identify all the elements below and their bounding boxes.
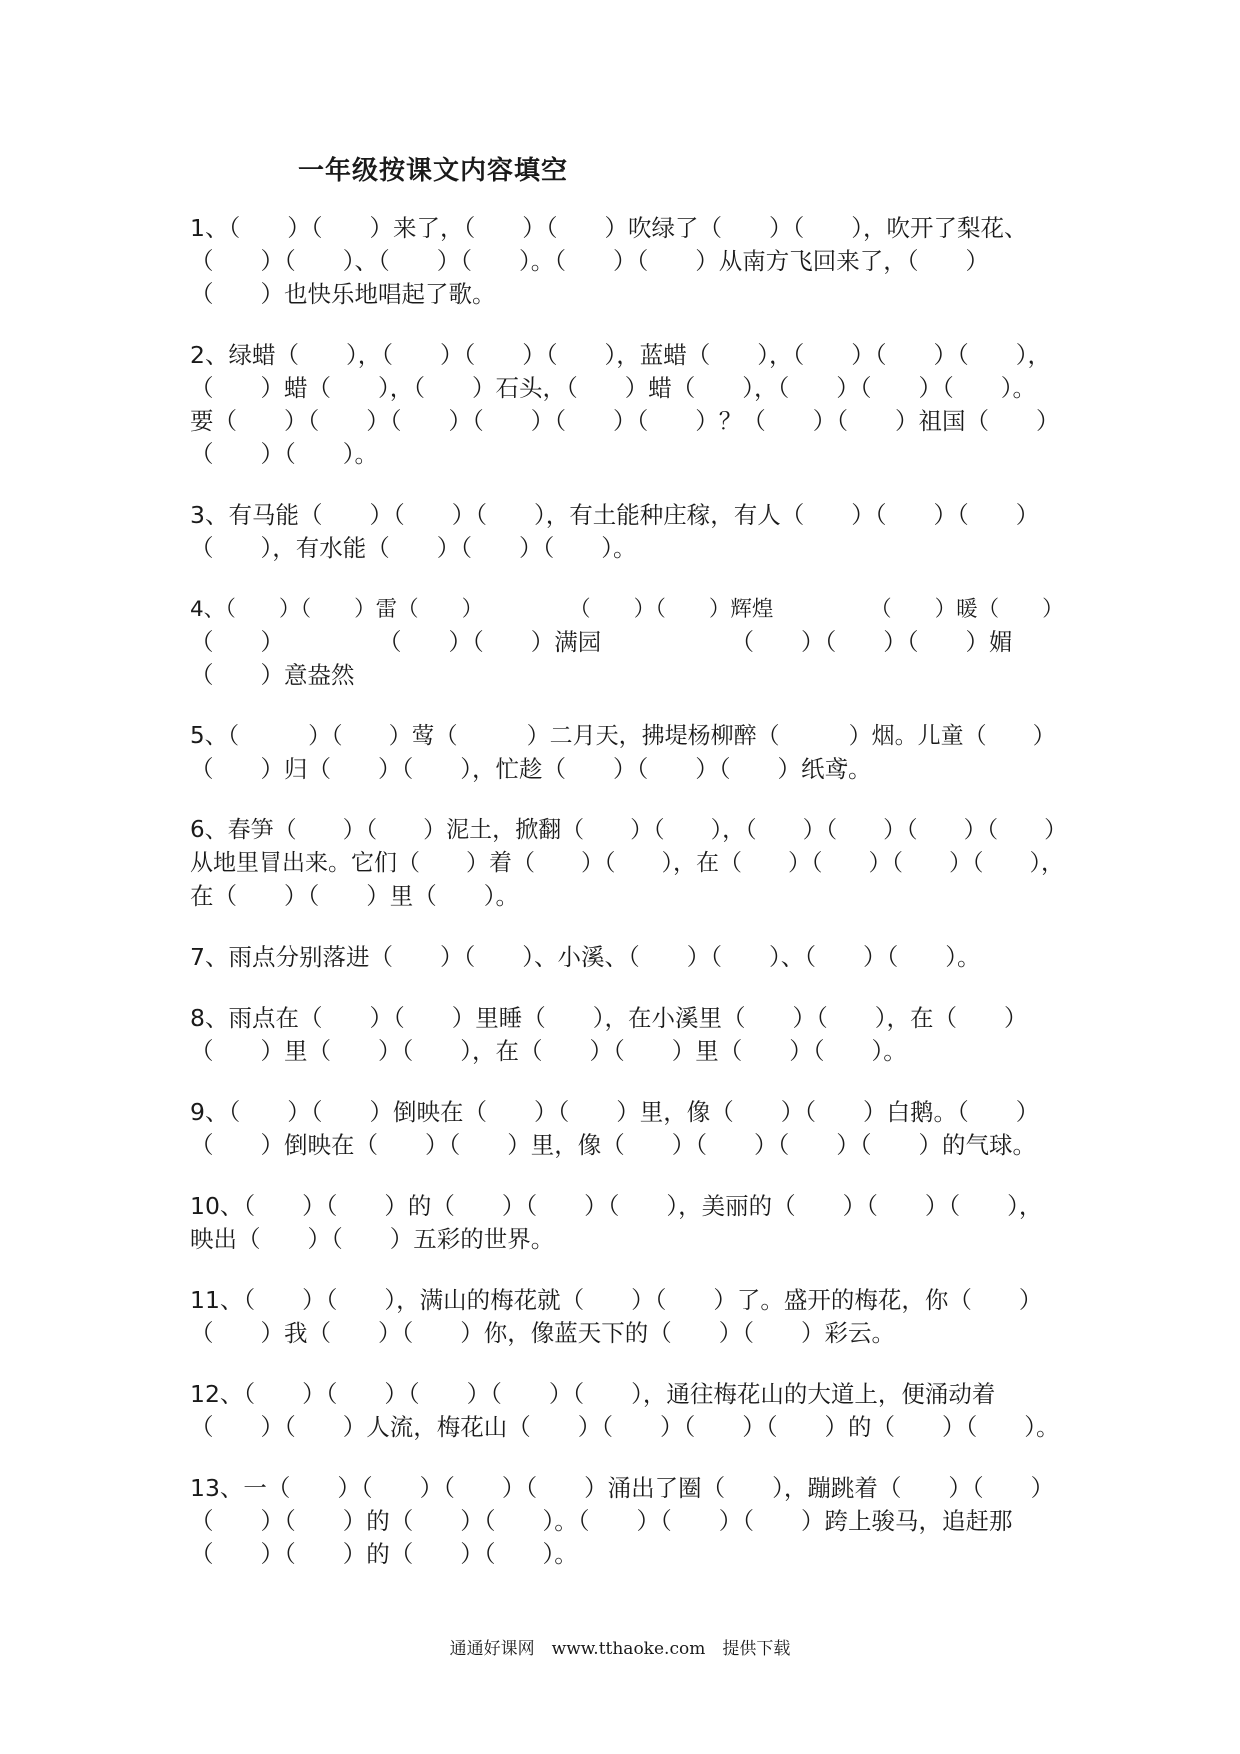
- question-10: [190, 1190, 1070, 1256]
- question-4: [190, 593, 1070, 692]
- question-line: （ ）（ ）人流，梅花山（ ）（ ）（ ）（ ）的（ ）（ ）。: [190, 1413, 1060, 1441]
- question-11: [190, 1284, 1070, 1350]
- question-line: 从地里冒出来。它们（ ）着（ ）（ ），在（ ）（ ）（ ）（ ），: [190, 850, 1064, 876]
- question-line: 8、雨点在（ ）（ ）里睡（ ），在小溪里（ ）（ ），在（ ）: [190, 1004, 1028, 1032]
- question-5: [190, 720, 1070, 786]
- question-line: 2、绿蜡（ ），（ ）（ ）（ ），蓝蜡（ ），（ ）（ ）（ ），: [190, 341, 1051, 369]
- question-1: [190, 212, 1070, 311]
- question-12: [190, 1378, 1070, 1444]
- question-9: [190, 1096, 1070, 1162]
- question-line: 映出（ ）（ ）五彩的世界。: [190, 1225, 555, 1253]
- question-line: （ ），有水能（ ）（ ）（ ）。: [190, 534, 637, 562]
- question-line: 11、（ ）（ ），满山的梅花就（ ）（ ）了。盛开的梅花，你（ ）: [190, 1286, 1043, 1314]
- question-line: 9、（ ）（ ）倒映在（ ）（ ）里，像（ ）（ ）白鹅。（ ）: [190, 1098, 1040, 1126]
- question-line: 3、有马能（ ）（ ）（ ），有土能种庄稼，有人（ ）（ ）（ ）: [190, 501, 1040, 529]
- question-line: （ ）蜡（ ），（ ）石头，（ ）蜡（ ），（ ）（ ）（ ）。: [190, 374, 1036, 402]
- question-line: 4、（ ）（ ）雷（ ） （ ）（ ）辉煌 （ ）暖（ ）: [190, 597, 1064, 622]
- question-line: （ ）也快乐地唱起了歌。: [190, 280, 496, 308]
- question-line: 7、雨点分别落进（ ）（ ）、小溪、（ ）（ ）、（ ）（ ）。: [190, 943, 981, 971]
- question-line: （ ）归（ ）（ ），忙趁（ ）（ ）（ ）纸鸢。: [190, 755, 872, 783]
- question-line: （ ）（ ）。: [190, 440, 378, 468]
- question-line: （ ）我（ ）（ ）你，像蓝天下的（ ）（ ）彩云。: [190, 1319, 895, 1347]
- question-line: 1、（ ）（ ）来了，（ ）（ ）吹绿了（ ）（ ），吹开了梨花、: [190, 214, 1028, 242]
- question-list: [190, 212, 1070, 1599]
- question-line: （ ）意盎然: [190, 661, 355, 689]
- question-7: [190, 941, 1070, 974]
- question-line: 13、一（ ）（ ）（ ）（ ）涌出了圈（ ），蹦跳着（ ）（ ）: [190, 1474, 1055, 1502]
- question-line: （ ）（ ）、（ ）（ ）。（ ）（ ）从南方飞回来了，（ ）: [190, 247, 989, 275]
- question-8: [190, 1002, 1070, 1068]
- page-title: 一年级按课文内容填空: [298, 156, 569, 186]
- question-13: [190, 1472, 1070, 1571]
- question-3: [190, 499, 1070, 565]
- question-line: （ ）（ ）的（ ）（ ）。（ ）（ ）（ ）跨上骏马，追赶那: [190, 1507, 1013, 1535]
- question-line: （ ） （ ）（ ）满园 （ ）（ ）（ ）媚: [190, 628, 1013, 656]
- question-line: （ ）里（ ）（ ），在（ ）（ ）里（ ）（ ）。: [190, 1037, 907, 1065]
- question-line: 要（ ）（ ）（ ）（ ）（ ）（ ）？（ ）（ ）祖国（ ）: [190, 407, 1060, 435]
- question-line: 10、（ ）（ ）的（ ）（ ）（ ），美丽的（ ）（ ）（ ），: [190, 1192, 1043, 1220]
- question-line: 6、春笋（ ）（ ）泥土，掀翻（ ）（ ），（ ）（ ）（ ）（ ）: [190, 817, 1068, 843]
- question-line: 5、（ ）（ ）莺（ ）二月天，拂堤杨柳醉（ ）烟。儿童（ ）: [190, 723, 1056, 749]
- footer-credit: 通通好课网 www.tthaoke.com 提供下载: [449, 1639, 791, 1659]
- question-line: （ ）倒映在（ ）（ ）里，像（ ）（ ）（ ）（ ）的气球。: [190, 1131, 1036, 1159]
- question-6: [190, 814, 1070, 913]
- question-line: 在（ ）（ ）里（ ）。: [190, 882, 519, 910]
- question-2: [190, 339, 1070, 471]
- question-line: 12、（ ）（ ）（ ）（ ）（ ），通往梅花山的大道上，便涌动着: [190, 1380, 996, 1408]
- question-line: （ ）（ ）的（ ）（ ）。: [190, 1540, 578, 1568]
